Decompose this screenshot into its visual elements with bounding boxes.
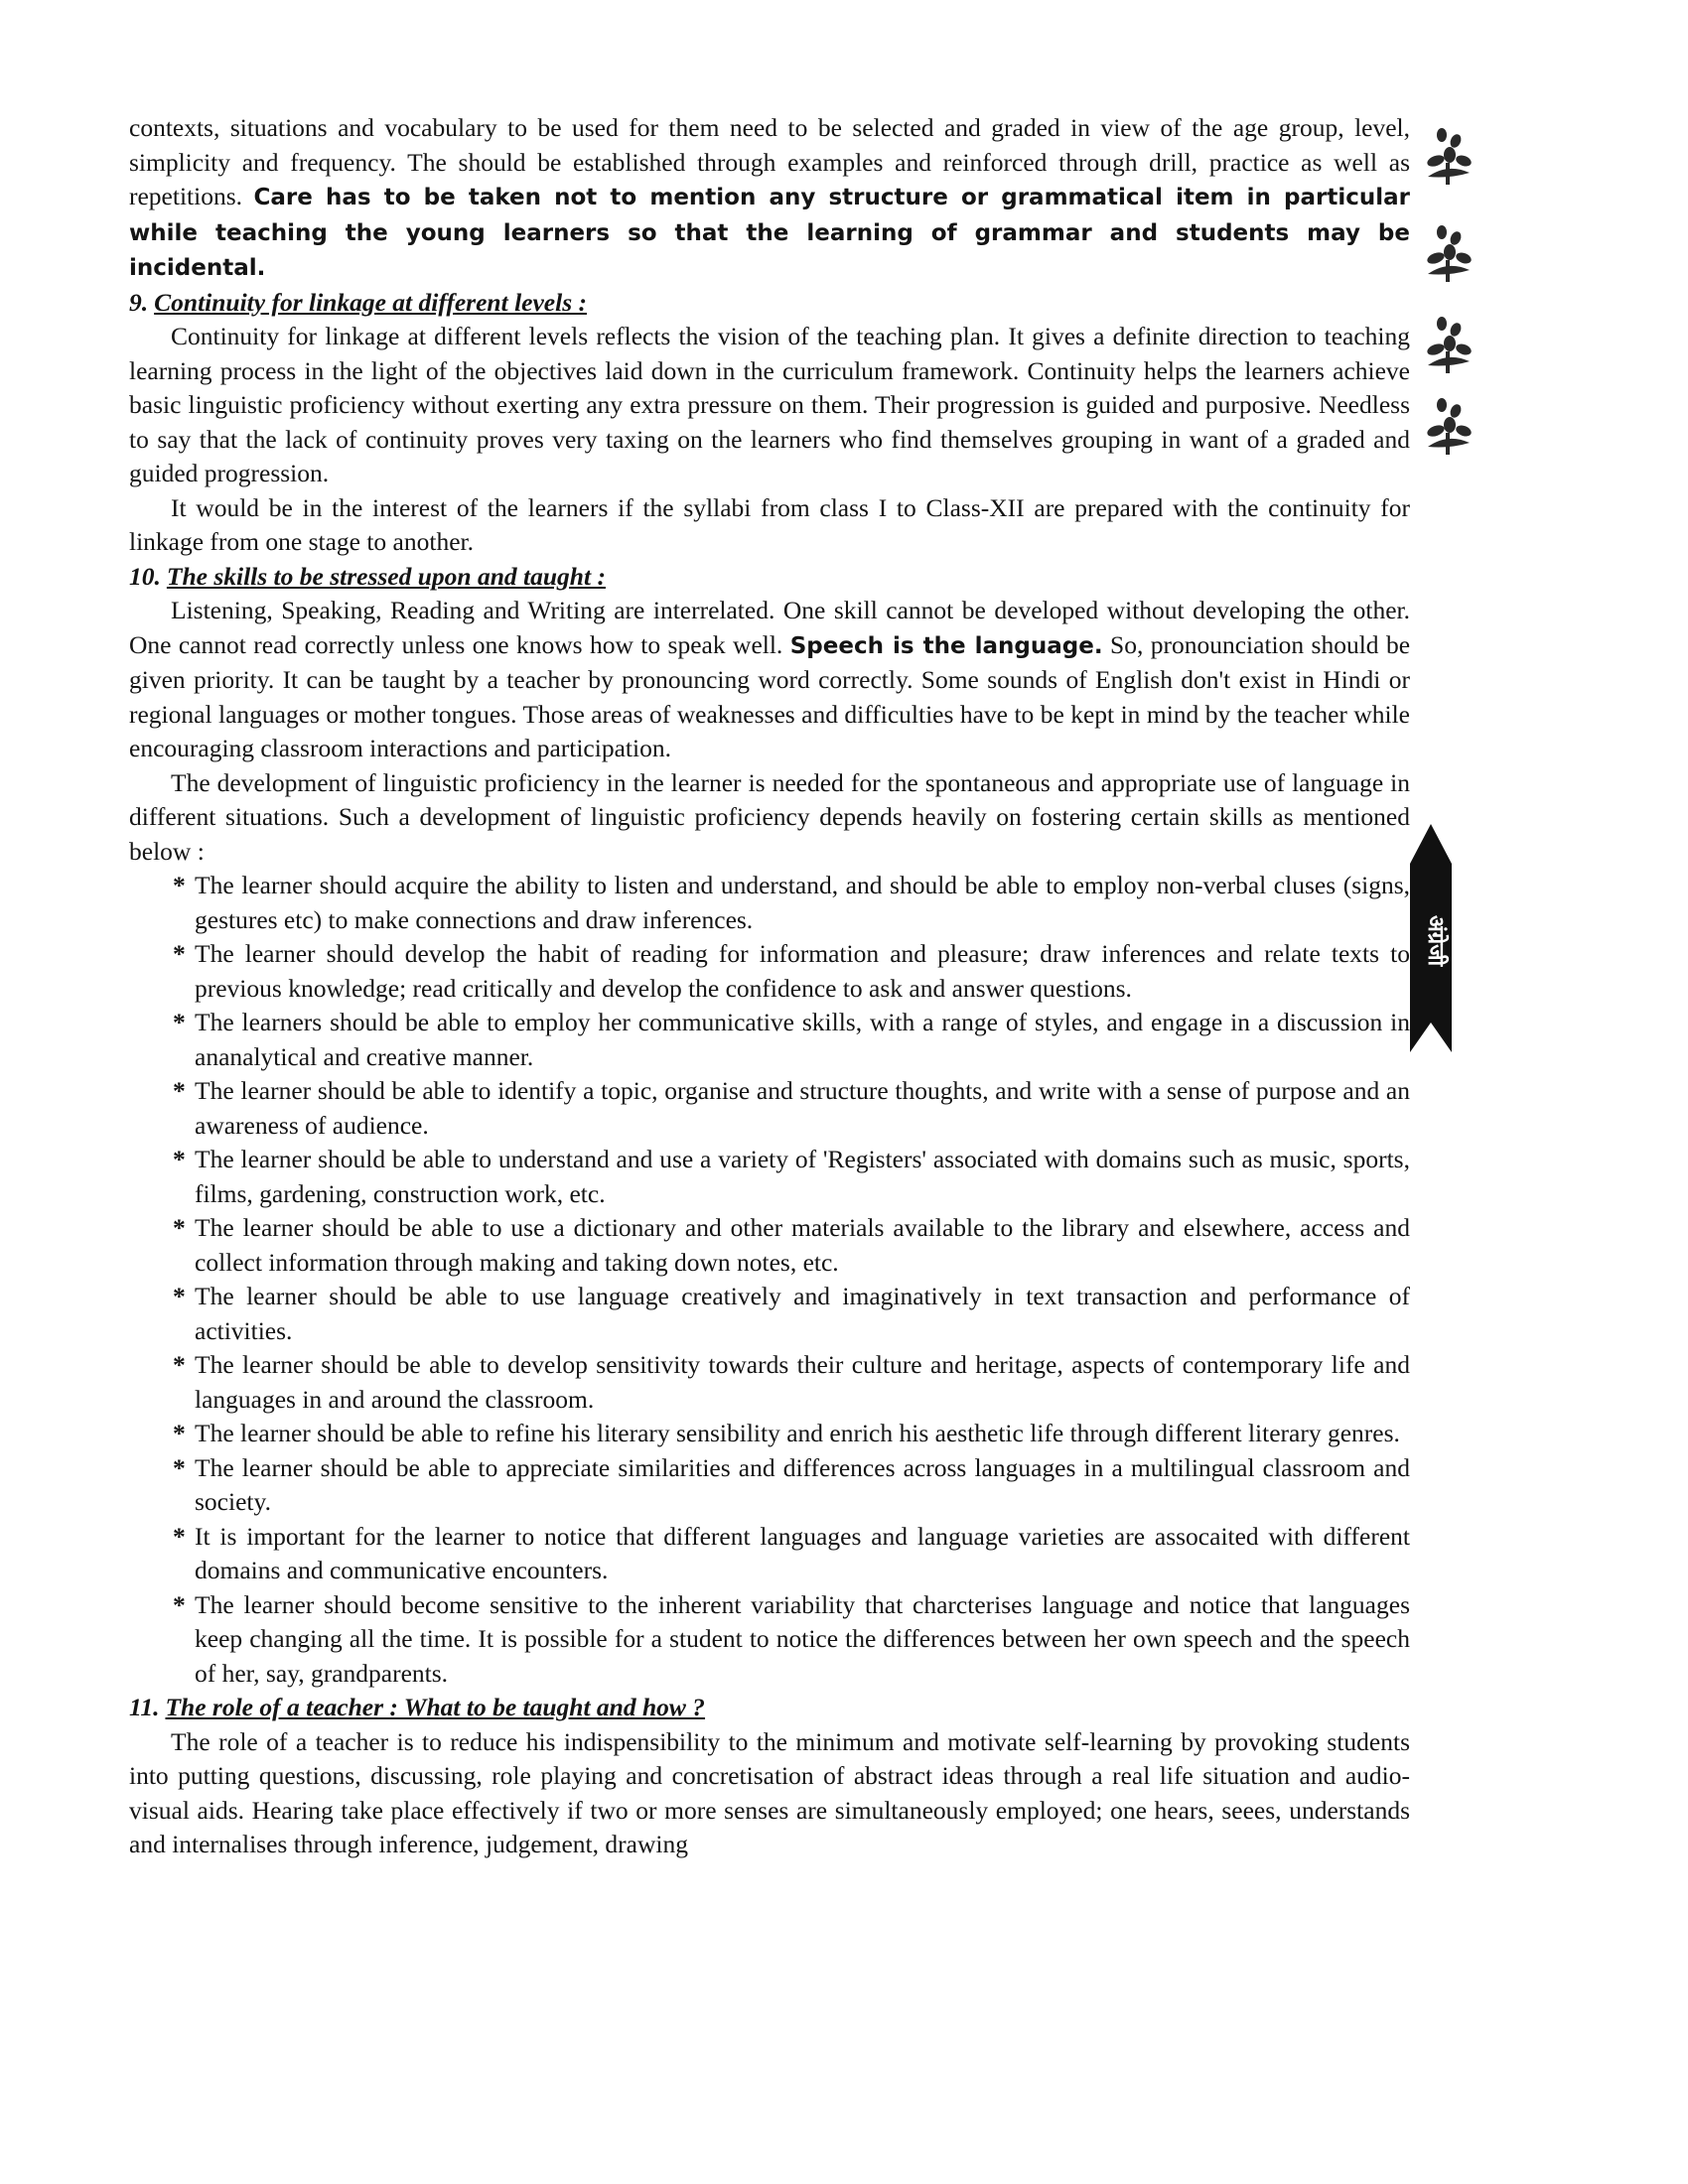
list-item [173,1451,1410,1520]
bullet-star: * [173,1350,186,1379]
list-item [173,869,1410,937]
wheat-sheaf-icon [1420,316,1476,379]
section-10-heading [129,560,1410,595]
bullet-star: * [173,1008,186,1036]
section-9-number: 9. [129,287,149,317]
list-item-text: The learner should develop the habit of reading for information and pleasure; draw inferences and relate texts to previous knowledge; read critically and develop the confidence to ask and answer questions. [195,939,1410,1003]
section-10-bold-text: Speech is the language. [789,632,1103,659]
section-10-text-b: So, pronounciation should be given priority. It can be taught by a teacher by pronouncing word correctly. Some sounds of English don't exist in Hindi or regional languages or mother tongues. Those areas of weaknesses and difficulties have to be kept in mind by the teacher while encouraging classroom interactions and participation. [129,629,1411,762]
section-9-paragraph-2: It would be in the interest of the learners if the syllabi from class I to Class-XII are prepared with the continuity for linkage from one stage to another. [129,492,1410,556]
bullet-star: * [173,1521,186,1551]
section-9-heading [129,286,1410,321]
bullet-star: * [173,1213,186,1242]
list-item [173,1520,1410,1588]
list-item-text: It is important for the learner to notice that different languages and language varieties are assocaited with different domains and communicative encounters. [195,1521,1410,1584]
side-tab [1410,824,1452,1052]
list-item-text: The learners should be able to employ her communicative skills, with a range of styles, and engage in a discussion in ananalytical and creative manner. [195,1008,1410,1071]
list-item-text: The learner should acquire the ability to listen and understand, and should be able to employ non-verbal cluses (signs, gestures etc) to make connections and draw inferences. [195,871,1410,934]
list-item [173,1006,1410,1074]
section-9-title: Continuity for linkage at different levels : [154,287,587,317]
bullet-star: * [173,1452,186,1482]
list-item [173,1074,1410,1143]
document-body [129,111,1410,1862]
section-10-text-a: Listening, Speaking, Reading and Writing are interrelated. One skill cannot be developed without developing the other. One cannot read correctly unless one knows how to speak well. [129,596,1410,659]
wheat-sheaf-icon [1420,224,1476,288]
section-11-heading [129,1691,1410,1725]
section-11-title: The role of a teacher : What to be taught and how ? [165,1693,706,1721]
list-item-text: The learner should be able to use language creatively and imaginatively in text transaction and performance of activities. [195,1282,1410,1345]
bullet-star: * [173,1282,186,1310]
bullet-star: * [173,1589,186,1619]
section-9-paragraph-1: Continuity for linkage at different levels reflects the vision of the teaching plan. It gives a definite direction to teaching learning process in the light of the objectives laid down in the curriculum framework. Continuity helps the learners achieve basic linguistic proficiency without exerting any extra pressure on them. Their progression is guided and purposive. Needless to say that the lack of continuity proves very taxing on the learners who find themselves grouping in want of a graded and guided progression. [129,322,1410,487]
list-item [173,937,1410,1006]
bullet-star: * [173,1076,186,1105]
list-item-text: The learner should be able to develop sensitivity towards their culture and heritage, aspects of contemporary life and languages in and around the classroom. [195,1350,1410,1414]
bullet-star: * [173,871,186,899]
section-10-title: The skills to be stressed upon and taught : [166,561,606,591]
list-item-text: The learner should be able to appreciate similarities and differences across languages in a multilingual classroom and society. [195,1452,1410,1516]
list-item [173,1280,1410,1348]
list-item [173,1588,1410,1692]
intro-text: contexts, situations and vocabulary to be used for them need to be selected and graded in view of the age group, level, simplicity and frequency. The should be established through examples and reinforced through drill, practice as well as repetitions. [129,113,1410,210]
list-item-text: The learner should become sensitive to the inherent variability that charcterises language and notice that languages keep changing all the time. It is possible for a student to notice the differences between her own speech and the speech of her, say, grandparents. [195,1589,1410,1688]
skills-list [129,869,1410,1691]
intro-bold-text: Care has to be taken not to mention any structure or grammatical item in particular while teaching the young learners so that the learning of grammar and students may be incidental. [129,185,1410,281]
bullet-star: * [173,939,186,968]
section-10-paragraph-2: The development of linguistic proficiency in the learner is needed for the spontaneous and appropriate use of language in different situations. Such a development of linguistic proficiency depends heavily on fostering certain skills as mentioned below : [129,767,1410,866]
wheat-sheaf-icon [1420,397,1476,461]
list-item-text: The learner should be able to understand and use a variety of 'Registers' associated with domains such as music, sports, films, gardening, construction work, etc. [195,1145,1410,1208]
list-item [173,1348,1410,1417]
list-item-text: The learner should be able to use a dictionary and other materials available to the library and elsewhere, access and collect information through making and taking down notes, etc. [195,1213,1410,1277]
bullet-star: * [173,1145,186,1173]
side-tab-label: अंग्रेजी [1423,915,1448,967]
list-item-text: The learner should be able to identify a topic, organise and structure thoughts, and write with a sense of purpose and an awareness of audience. [195,1076,1410,1140]
wheat-sheaf-icon [1420,127,1476,191]
list-item [173,1417,1410,1451]
section-10-paragraph-1 [129,594,1410,766]
section-10-number: 10. [129,561,161,591]
list-item [173,1211,1410,1280]
section-11-paragraph: The role of a teacher is to reduce his indispensibility to the minimum and motivate self-learning by provoking students into putting questions, discussing, role playing and concretisation of abstract ideas through a real life situation and audio-visual aids. Hearing take place effectively if two or more senses are simultaneously employed; one hears, seees, understands and internalises through inference, judgement, drawing [129,1726,1410,1858]
bullet-star: * [173,1419,186,1447]
section-11-number: 11. [129,1693,160,1721]
list-item [173,1143,1410,1211]
intro-paragraph [129,111,1410,286]
list-item-text: The learner should be able to refine his literary sensibility and enrich his aesthetic life through different literary genres. [195,1419,1400,1447]
